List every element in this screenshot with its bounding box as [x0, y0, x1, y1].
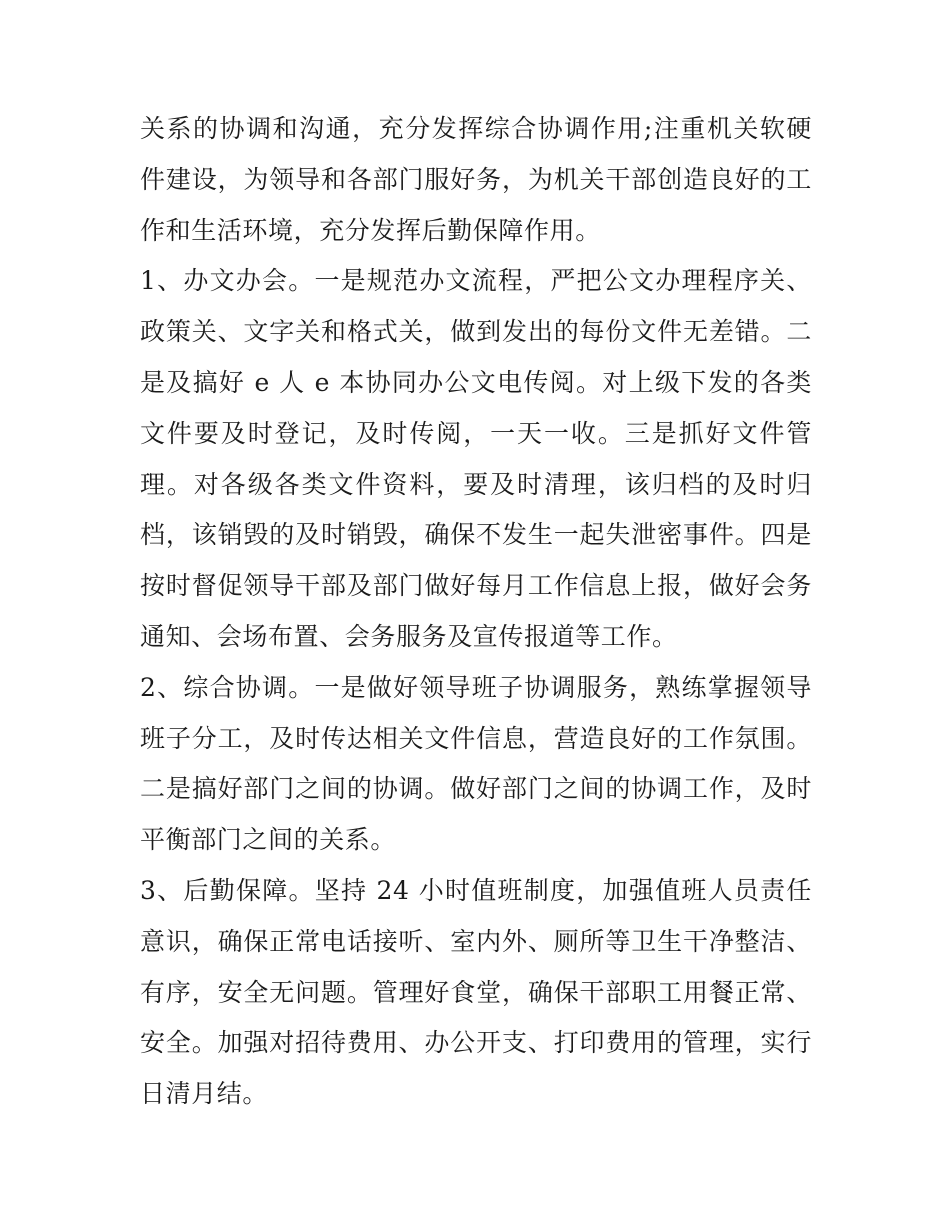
- paragraph-continuation: 关系的协调和沟通，充分发挥综合协调作用;注重机关软硬件建设，为领导和各部门服好务，为机关干部创造良好的工作和生活环境，充分发挥后勤保障作用。: [140, 114, 812, 245]
- paragraph-comprehensive-coordination: 2、综合协调。一是做好领导班子协调服务，熟练掌握领导班子分工，及时传达相关文件信息，营造良好的工作氛围。二是搞好部门之间的协调。做好部门之间的协调工作，及时平衡部门之间的关系。: [140, 672, 812, 855]
- document-body: [140, 104, 812, 1120]
- paragraph-office-documents-meetings: 1、办文办会。一是规范办文流程，严把公文办理程序关、政策关、文字关和格式关，做到发出的每份文件无差错。二是及搞好 e 人 e 本协同办公文电传阅。对上级下发的各类文件要及时登记，及时传阅，一天一收。三是抓好文件管理。对各级各类文件资料，要及时清理，该归档的及时归档，该销毁的及时销毁，确保不发生一起失泄密事件。四是按时督促领导干部及部门做好每月工作信息上报，做好会务通知、会场布置、会务服务及宣传报道等工作。: [140, 266, 812, 651]
- paragraph-logistics-support: 3、后勤保障。坚持 24 小时值班制度，加强值班人员责任意识，确保正常电话接听、室内外、厕所等卫生干净整洁、有序，安全无问题。管理好食堂，确保干部职工用餐正常、安全。加强对招待费用、办公开支、打印费用的管理，实行日清月结。: [140, 875, 812, 1109]
